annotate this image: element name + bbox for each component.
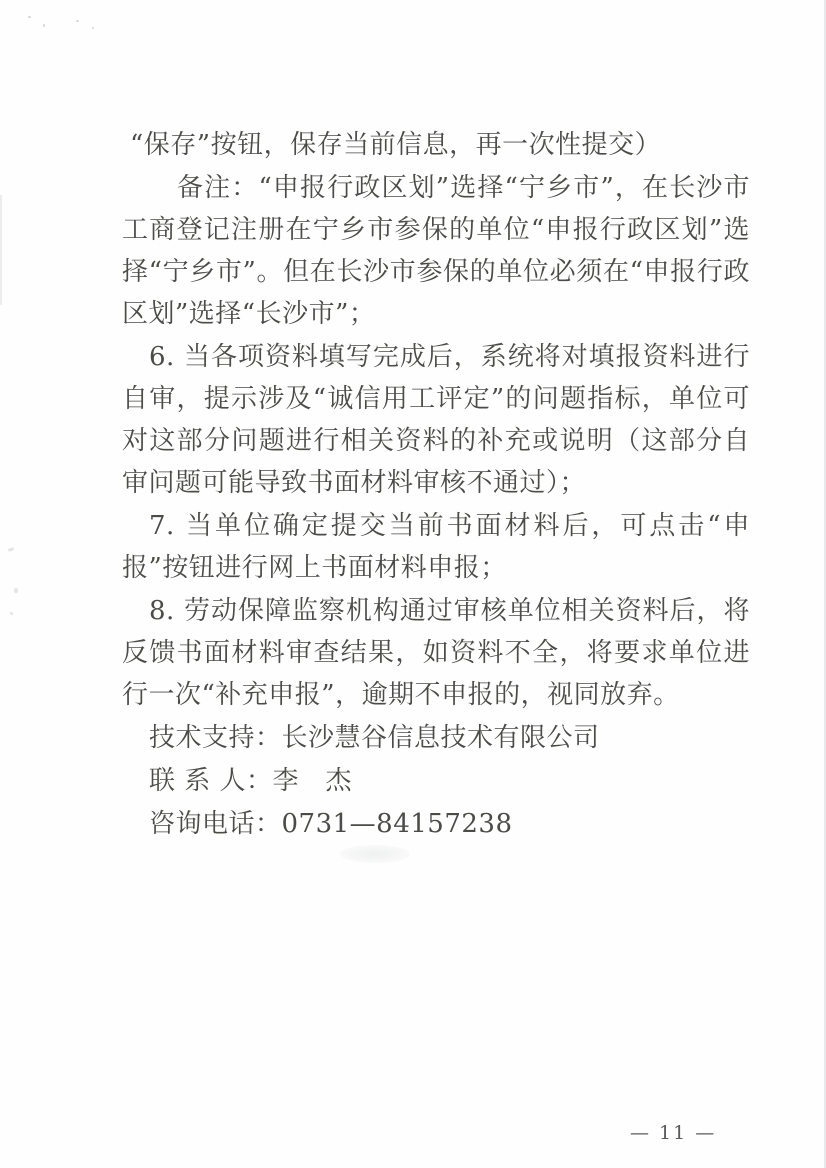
- paragraph: 咨询电话：0731—84157238: [149, 809, 513, 839]
- document-body: [122, 124, 750, 846]
- scan-mark: [14, 588, 18, 593]
- paragraph: 联 系 人：李 杰: [149, 766, 353, 796]
- scan-smudge: [340, 845, 410, 863]
- scan-speckle: [92, 27, 94, 29]
- scan-edge-line: [0, 195, 2, 305]
- page-number: — 11 —: [630, 1122, 717, 1144]
- scan-speckle: [76, 20, 79, 22]
- scan-speckle: [28, 16, 31, 18]
- paragraph: “保存”按钮，保存当前信息，再一次性提交）: [130, 130, 662, 160]
- paragraph: 技术支持：长沙慧谷信息技术有限公司: [149, 723, 600, 753]
- scan-mark: [10, 612, 13, 615]
- paragraph: 6. 当各项资料填写完成后，系统将对填报资料进行自审，提示涉及“诚信用工评定”的问题指标，单位可对这部分问题进行相关资料的补充或说明（这部分自审问题可能导致书面材料审核不通过）；: [122, 342, 750, 498]
- paragraph: 7. 当单位确定提交当前书面材料后，可点击“申报”按钮进行网上书面材料申报；: [122, 511, 750, 583]
- scan-mark: [8, 547, 15, 552]
- scan-speckle: [43, 24, 45, 27]
- paragraph: 8. 劳动保障监察机构通过审核单位相关资料后，将反馈书面材料审查结果，如资料不全，将要求单位进行一次“补充申报”，逾期不申报的，视同放弃。: [122, 596, 750, 710]
- paragraph: 备注：“申报行政区划”选择“宁乡市”，在长沙市工商登记注册在宁乡市参保的单位“申报行政区划”选择“宁乡市”。但在长沙市参保的单位必须在“申报行政区划”选择“长沙市”；: [122, 173, 750, 329]
